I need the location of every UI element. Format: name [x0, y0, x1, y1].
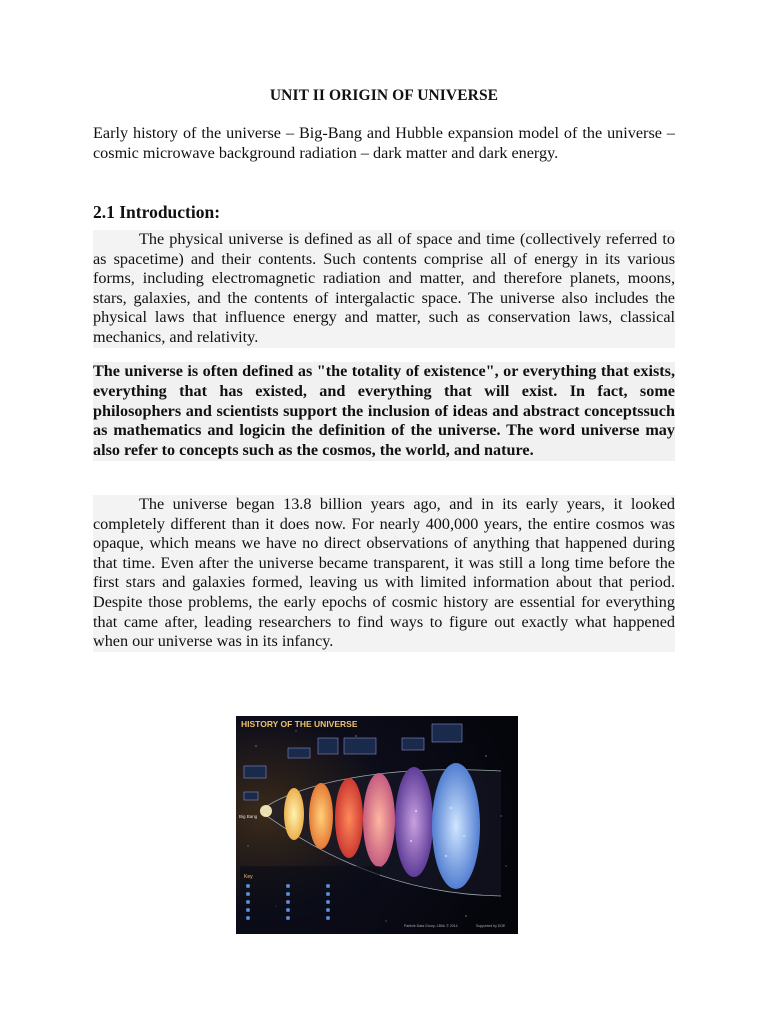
section-heading: 2.1 Introduction: — [93, 202, 221, 222]
key-panel — [240, 866, 380, 926]
epoch-bubble-1 — [284, 788, 304, 840]
big-bang-label: Big Bang — [239, 814, 258, 819]
unit-title: UNIT II ORIGIN OF UNIVERSE — [269, 87, 499, 104]
figure-title: HISTORY OF THE UNIVERSE — [241, 719, 358, 729]
epoch-bubble-3 — [335, 778, 363, 858]
epoch-bubble-6 — [432, 763, 480, 889]
intro-paragraph-1: The physical universe is defined as all of space and time (collectively referred to as spacetime) and their contents. Such contents comprise all of energy in its various forms, including electromagnetic radiation and matter, and therefore planets, moons, stars, galaxies, and the contents of intergalactic space. The universe also includes the physical laws that influence energy and matter, such as conservation laws, classical mechanics, and relativity. — [93, 230, 675, 346]
epoch-bubble-4 — [363, 773, 395, 867]
figure-credit: Particle Data Group, LBNL © 2014 — [404, 924, 458, 928]
figure-supported: Supported by DOE — [476, 924, 506, 928]
universe-diagram — [236, 716, 518, 934]
intro-paragraph-3: The universe began 13.8 billion years ago, and in its early years, it looked completely different than it does now. For nearly 400,000 years, the entire cosmos was opaque, which means we have no direct observations of anything that happened during that time. Even after the universe became transparent, it was still a long time before the first stars and galaxies formed, leaving us with limited information about that period. Despite those problems, the early epochs of cosmic history are essential for everything that came after, leading researchers to find ways to figure out exactly what happened when our universe was in its infancy. — [93, 495, 675, 651]
intro-paragraph-2: The universe is often defined as "the totality of existence", or everything that exists, everything that has existed, and everything that will exist. In fact, some philosophers and scientists support the inclusion of ideas and abstract conceptssuch as mathematics and logicin the definition of the universe. The word universe may also refer to concepts such as the cosmos, the world, and nature. — [93, 362, 675, 460]
key-label: Key — [244, 874, 253, 880]
big-bang-point — [260, 805, 272, 817]
syllabus-text: Early history of the universe – Big-Bang and Hubble expansion model of the universe – cosmic microwave background radiation – dark matter and dark energy. — [93, 124, 675, 162]
epoch-bubble-2 — [309, 783, 333, 849]
epoch-bubble-5 — [395, 767, 433, 877]
history-of-universe-figure — [236, 716, 518, 934]
